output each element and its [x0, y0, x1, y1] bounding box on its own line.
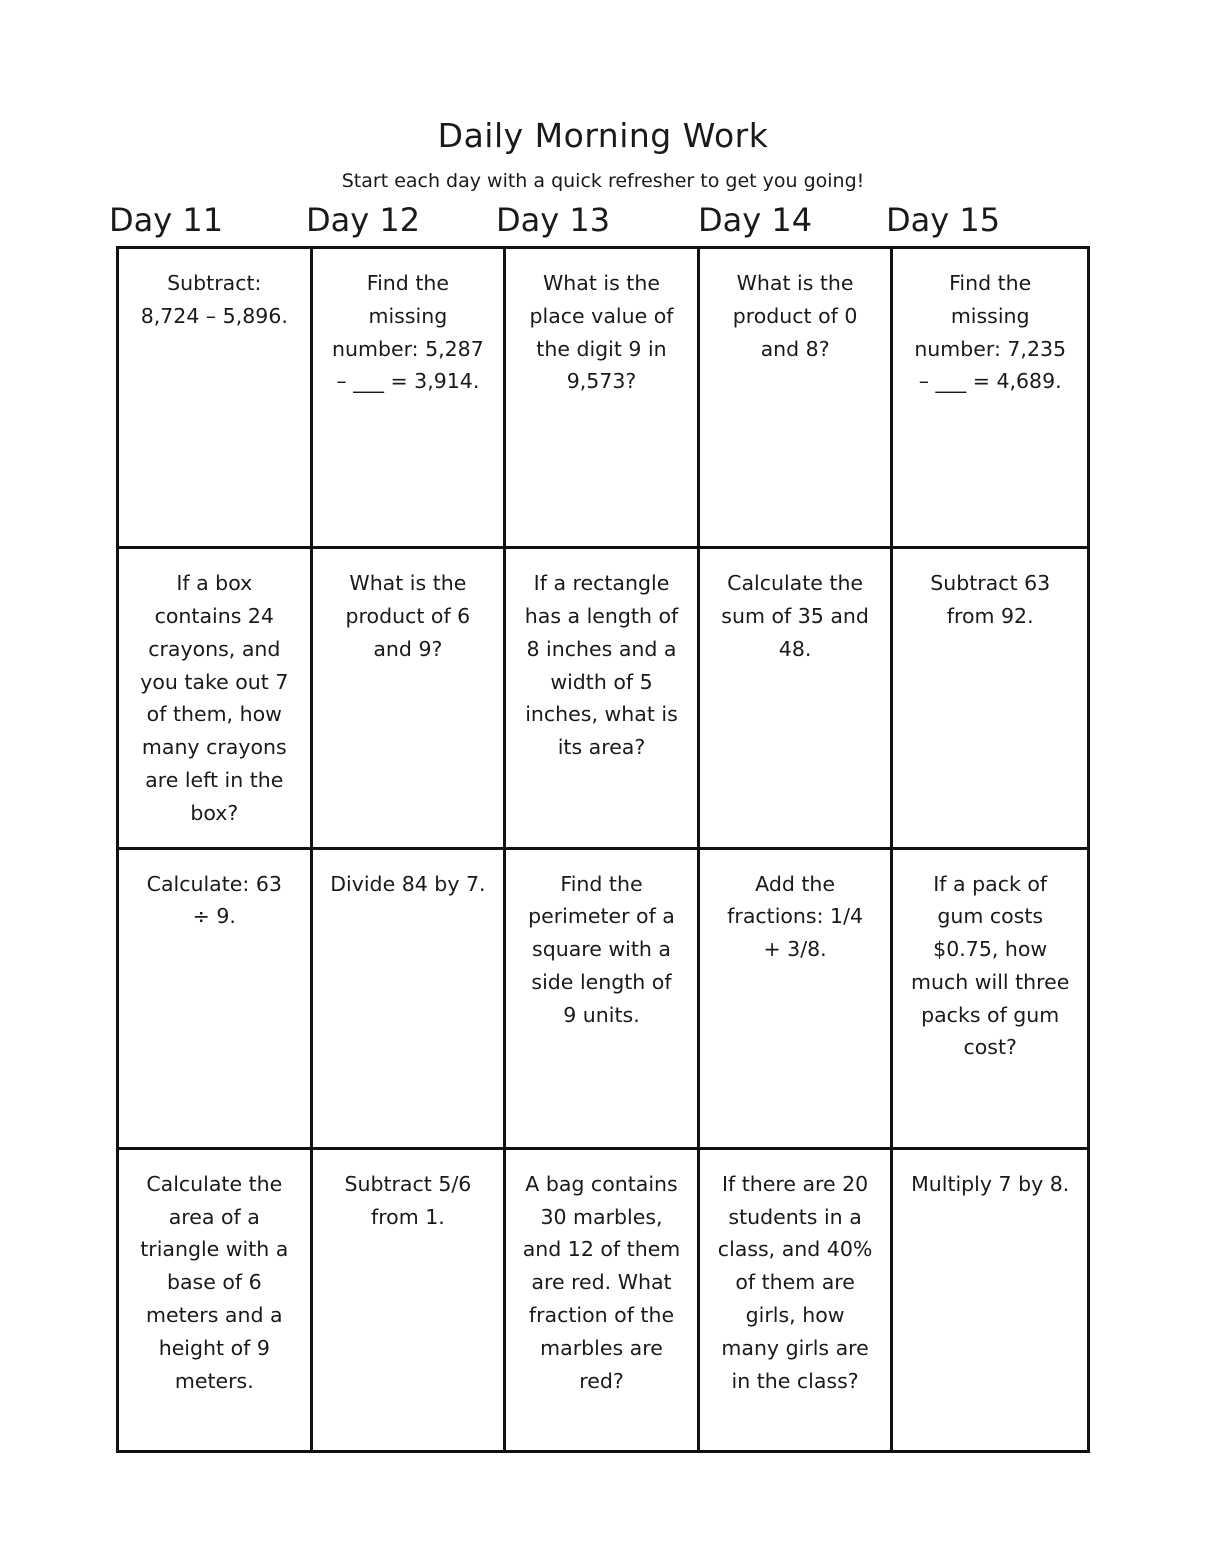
question-cell: Find the perimeter of a square with a side length of 9 units.	[506, 850, 700, 1150]
question-cell: Subtract 5/6 from 1.	[313, 1150, 507, 1450]
question-cell: Add the fractions: 1/4 + 3/8.	[700, 850, 894, 1150]
question-cell: Find the missing number: 5,287 – ___ = 3,914.	[313, 249, 507, 549]
question-cell: Find the missing number: 7,235 – ___ = 4,689.	[893, 249, 1087, 549]
question-cell: If a rectangle has a length of 8 inches and a width of 5 inches, what is its area?	[506, 549, 700, 849]
question-cell: If there are 20 students in a class, and 40% of them are girls, how many girls are in the class?	[700, 1150, 894, 1450]
question-cell: Calculate the area of a triangle with a base of 6 meters and a height of 9 meters.	[119, 1150, 313, 1450]
question-cell: Calculate: 63 ÷ 9.	[119, 850, 313, 1150]
question-cell: Subtract 63 from 92.	[893, 549, 1087, 849]
question-cell: Calculate the sum of 35 and 48.	[700, 549, 894, 849]
question-cell: What is the product of 6 and 9?	[313, 549, 507, 849]
question-cell: If a box contains 24 crayons, and you take out 7 of them, how many crayons are left in the box?	[119, 549, 313, 849]
question-cell: What is the place value of the digit 9 in 9,573?	[506, 249, 700, 549]
day-15-header: Day 15	[886, 201, 1001, 239]
question-cell: A bag contains 30 marbles, and 12 of them are red. What fraction of the marbles are red?	[506, 1150, 700, 1450]
page-subtitle: Start each day with a quick refresher to get you going!	[341, 170, 865, 192]
question-cell: Divide 84 by 7.	[313, 850, 507, 1150]
work-grid	[116, 246, 1090, 1453]
question-cell: Multiply 7 by 8.	[911, 1171, 1070, 1196]
question-cell: If a pack of gum costs $0.75, how much will three packs of gum cost?	[893, 850, 1087, 1150]
question-cell: What is the product of 0 and 8?	[700, 249, 894, 549]
page-title: Daily Morning Work	[437, 116, 769, 155]
day-14-header: Day 14	[698, 201, 813, 239]
day-13-header: Day 13	[496, 201, 611, 239]
day-12-header: Day 12	[306, 201, 421, 239]
question-cell: Subtract: 8,724 – 5,896.	[119, 249, 313, 549]
day-11-header: Day 11	[109, 201, 224, 239]
